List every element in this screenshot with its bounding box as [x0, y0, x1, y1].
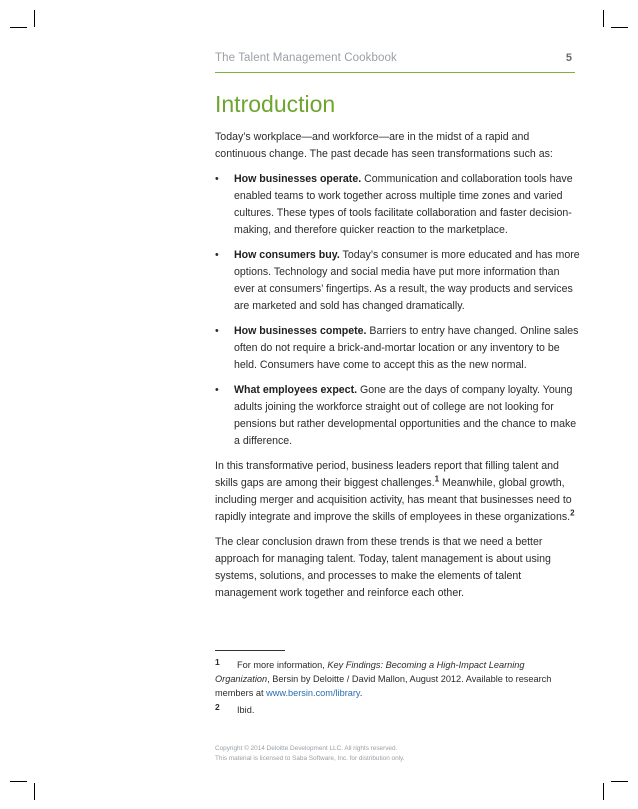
- footnote-text: , Bersin by Deloitte / David Mallon, August 2012. Available to research members at: [215, 674, 552, 698]
- footnote-rule: [215, 650, 285, 651]
- list-item: [215, 247, 580, 315]
- challenges-paragraph: [215, 458, 580, 526]
- copyright-notice: [215, 744, 575, 764]
- body-content: [215, 129, 580, 610]
- bullet-text: Gone are the days of company loyalty. Young adults joining the workforce straight out of college are not looking for pensions but rather developmental opportunities and the chance to make a difference.: [234, 384, 577, 447]
- crop-mark: [603, 783, 604, 800]
- bullet-list: [215, 171, 580, 450]
- bullet-text: Barriers to entry have changed. Online sales often do not require a brick-and-mortar location or any inventory to be held. Consumers have come to accept this as the new normal.: [234, 325, 579, 371]
- list-item: [215, 171, 580, 239]
- crop-mark: [10, 27, 27, 28]
- bullet-icon: •: [215, 325, 219, 337]
- conclusion-paragraph: The clear conclusion drawn from these trends is that we need a better approach for managing talent. Today, talent management is about using systems, solutions, and processes to make the elements of talent management work together and reinforce each other.: [215, 536, 551, 599]
- crop-mark: [34, 783, 35, 800]
- footnotes: [215, 655, 575, 717]
- footnote-text: Ibid.: [237, 705, 255, 715]
- footnote-text: For more information,: [237, 660, 328, 670]
- bullet-icon: •: [215, 173, 219, 185]
- bullet-icon: •: [215, 384, 219, 396]
- bullet-lead: How businesses compete.: [234, 325, 367, 337]
- footnote-2: [215, 700, 575, 717]
- page-title: Introduction: [215, 91, 336, 117]
- footnote-ref-2[interactable]: 2: [570, 508, 575, 518]
- footnote-italic-title: Key Findings: Becoming a High-Impact Learning Organization: [215, 660, 525, 684]
- bersin-link[interactable]: www.bersin.com/library: [266, 688, 360, 698]
- license-line: This material is licensed to Saba Software, Inc. for distribution only.: [215, 755, 405, 762]
- bullet-text: Today’s consumer is more educated and has more options. Technology and social media have put more information than ever at consumers’ fingertips. As a result, the way products and services are marketed and sold has changed dramatically.: [234, 249, 580, 312]
- crop-mark: [10, 781, 27, 782]
- list-item: [215, 382, 580, 450]
- footnote-number: 2: [215, 702, 220, 712]
- header-rule: [215, 72, 575, 73]
- intro-paragraph: Today’s workplace—and workforce—are in the midst of a rapid and continuous change. The past decade has seen transformations such as:: [215, 131, 553, 160]
- bullet-icon: •: [215, 249, 219, 261]
- crop-mark: [611, 781, 628, 782]
- paragraph-text: In this transformative period, business leaders report that filling talent and skills gaps are among their biggest challenges.: [215, 460, 559, 489]
- paragraph-text: Meanwhile, global growth, including merger and acquisition activity, has meant that businesses need to rapidly integrate and improve the skills of employees in these organizations.: [215, 477, 572, 523]
- bullet-lead: How businesses operate.: [234, 173, 362, 185]
- footnote-text: .: [359, 688, 363, 698]
- header-title: The Talent Management Cookbook: [215, 52, 397, 64]
- bullet-lead: How consumers buy.: [234, 249, 340, 261]
- list-item: [215, 323, 580, 374]
- copyright-line: Copyright © 2014 Deloitte Development LLC. All rights reserved.: [215, 745, 398, 752]
- crop-mark: [34, 10, 35, 27]
- footnote-ref-1[interactable]: 1: [434, 474, 440, 484]
- crop-mark: [603, 10, 604, 27]
- bullet-lead: What employees expect.: [234, 384, 358, 396]
- crop-mark: [611, 27, 628, 28]
- page-number: 5: [565, 52, 572, 64]
- footnote-1: [215, 655, 575, 700]
- bullet-text: Communication and collaboration tools have enabled teams to work together across multiple time zones and varied cultures. These types of tools facilitate collaboration and faster decision-making, and therefore quicker reaction to the marketplace.: [234, 173, 573, 236]
- footnote-number: 1: [215, 657, 220, 667]
- page-header: [215, 52, 575, 68]
